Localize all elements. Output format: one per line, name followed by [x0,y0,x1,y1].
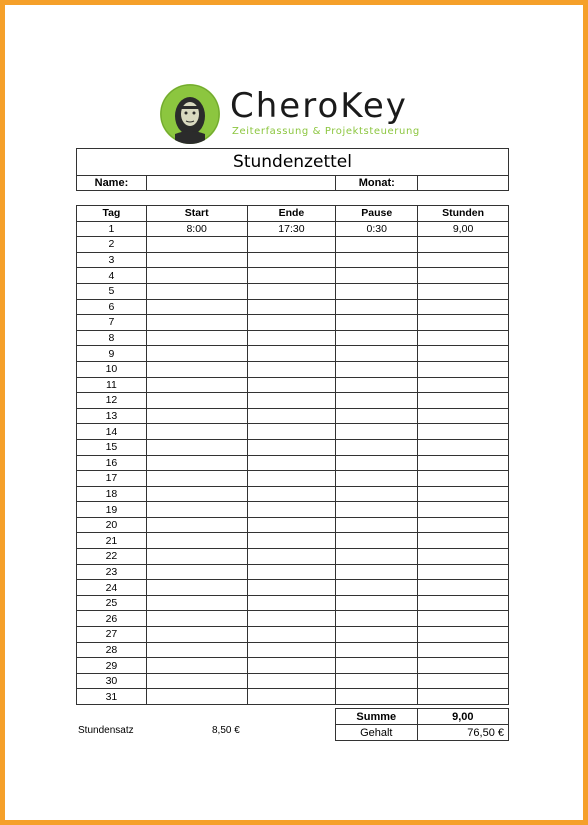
cell-start[interactable] [146,393,247,409]
cell-start[interactable] [146,502,247,518]
cell-tag: 22 [77,549,147,565]
cell-tag: 29 [77,658,147,674]
cell-start[interactable] [146,642,247,658]
cell-pause[interactable] [336,673,418,689]
cell-stunden[interactable] [418,393,509,409]
cell-pause[interactable] [336,549,418,565]
cell-stunden[interactable] [418,268,509,284]
cell-pause[interactable] [336,627,418,643]
cell-stunden[interactable] [418,408,509,424]
cell-ende[interactable] [247,283,336,299]
cell-stunden[interactable] [418,611,509,627]
cell-tag: 24 [77,580,147,596]
cell-stunden[interactable] [418,580,509,596]
cell-pause[interactable] [336,564,418,580]
table-row [77,502,509,518]
column-header-ende: Ende [247,206,336,222]
cell-tag: 5 [77,283,147,299]
cell-stunden[interactable] [418,533,509,549]
cell-stunden[interactable] [418,642,509,658]
cell-stunden[interactable] [418,673,509,689]
cell-ende[interactable] [247,471,336,487]
cell-pause[interactable] [336,595,418,611]
cell-ende[interactable] [247,517,336,533]
cell-pause[interactable] [336,486,418,502]
table-row [77,564,509,580]
cell-tag: 17 [77,471,147,487]
cell-tag: 19 [77,502,147,518]
cell-start[interactable] [146,361,247,377]
cell-start[interactable] [146,595,247,611]
cell-stunden[interactable] [418,517,509,533]
cell-ende[interactable] [247,502,336,518]
cell-start[interactable] [146,268,247,284]
cell-ende[interactable] [247,611,336,627]
table-row [77,330,509,346]
cell-tag: 21 [77,533,147,549]
cell-pause[interactable] [336,439,418,455]
cell-ende[interactable] [247,580,336,596]
cell-start[interactable] [146,439,247,455]
cell-pause[interactable] [336,393,418,409]
month-field[interactable] [418,176,509,191]
logo-tagline: Zeiterfassung & Projektsteuerung [232,126,420,137]
table-row [77,346,509,362]
table-row [77,393,509,409]
cell-start[interactable] [146,283,247,299]
cell-stunden[interactable] [418,330,509,346]
cell-tag: 23 [77,564,147,580]
cell-pause[interactable] [336,346,418,362]
cell-ende[interactable] [247,658,336,674]
cell-ende[interactable] [247,361,336,377]
cell-pause[interactable] [336,455,418,471]
cell-pause[interactable] [336,268,418,284]
cell-start[interactable] [146,673,247,689]
cell-stunden[interactable] [418,502,509,518]
cell-tag: 3 [77,252,147,268]
cell-pause[interactable] [336,377,418,393]
cell-stunden[interactable] [418,471,509,487]
column-header-pause: Pause [336,206,418,222]
month-label: Monat: [336,176,418,191]
cell-stunden[interactable] [418,237,509,253]
cell-ende[interactable] [247,315,336,331]
cell-start[interactable] [146,549,247,565]
cell-stunden[interactable] [418,299,509,315]
cell-pause[interactable] [336,252,418,268]
cell-pause[interactable] [336,517,418,533]
cell-tag: 11 [77,377,147,393]
cell-stunden[interactable] [418,283,509,299]
cell-tag: 10 [77,361,147,377]
cell-ende[interactable] [247,408,336,424]
cell-start[interactable] [146,377,247,393]
cell-pause[interactable] [336,299,418,315]
table-row [77,439,509,455]
cell-pause[interactable] [336,424,418,440]
cell-stunden[interactable] [418,549,509,565]
logo-wordmark: CheroKey [230,86,408,126]
cell-stunden[interactable] [418,595,509,611]
cell-pause[interactable] [336,408,418,424]
cell-ende[interactable] [247,673,336,689]
column-header-stunden: Stunden [418,206,509,222]
cell-start[interactable] [146,533,247,549]
cell-stunden[interactable] [418,455,509,471]
cell-tag: 28 [77,642,147,658]
table-row [77,268,509,284]
table-row [77,237,509,253]
cell-tag: 2 [77,237,147,253]
cell-start[interactable] [146,658,247,674]
logo-portrait-icon [160,84,220,144]
salary-label: Gehalt [336,725,418,741]
cell-stunden[interactable] [418,377,509,393]
cell-ende[interactable] [247,486,336,502]
cell-ende[interactable] [247,377,336,393]
table-row [77,252,509,268]
table-row [77,377,509,393]
cell-tag: 15 [77,439,147,455]
logo [160,84,420,146]
table-row [77,486,509,502]
cell-ende[interactable] [247,237,336,253]
column-header-start: Start [146,206,247,222]
table-row [77,595,509,611]
cell-stunden[interactable] [418,439,509,455]
cell-start[interactable] [146,330,247,346]
cell-tag: 27 [77,627,147,643]
table-row [77,283,509,299]
cell-start[interactable] [146,611,247,627]
cell-pause[interactable] [336,283,418,299]
cell-ende[interactable] [247,689,336,705]
cell-ende[interactable] [247,393,336,409]
cell-tag: 25 [77,595,147,611]
table-row [77,642,509,658]
cell-pause[interactable] [336,533,418,549]
hourly-rate-label: Stundensatz [78,725,134,736]
cell-start[interactable] [146,471,247,487]
table-row [77,455,509,471]
cell-ende[interactable] [247,533,336,549]
cell-tag: 7 [77,315,147,331]
cell-ende[interactable] [247,439,336,455]
cell-start[interactable] [146,252,247,268]
name-label: Name: [77,176,147,191]
table-row [77,580,509,596]
table-row [77,533,509,549]
cell-pause[interactable] [336,658,418,674]
table-row [77,549,509,565]
table-row [77,471,509,487]
cell-tag: 16 [77,455,147,471]
cell-pause[interactable] [336,611,418,627]
cell-start[interactable] [146,424,247,440]
sum-value: 9,00 [417,709,508,725]
cell-stunden[interactable] [418,424,509,440]
cell-ende[interactable] [247,642,336,658]
cell-start[interactable] [146,299,247,315]
cell-stunden[interactable] [418,658,509,674]
hourly-rate-value: 8,50 € [212,725,240,736]
cell-ende[interactable] [247,595,336,611]
table-row [77,689,509,705]
cell-ende[interactable] [247,564,336,580]
cell-pause[interactable] [336,361,418,377]
cell-pause[interactable] [336,471,418,487]
cell-start[interactable] [146,564,247,580]
cell-start[interactable] [146,517,247,533]
cell-pause[interactable] [336,580,418,596]
header-table [76,148,509,191]
cell-start[interactable] [146,689,247,705]
cell-start[interactable] [146,408,247,424]
cell-ende[interactable] [247,252,336,268]
cell-pause[interactable] [336,689,418,705]
table-row [77,517,509,533]
cell-pause[interactable] [336,237,418,253]
summary-table [335,708,509,741]
cell-pause[interactable]: 0:30 [336,221,418,237]
table-row [77,299,509,315]
name-field[interactable] [146,176,335,191]
cell-stunden[interactable] [418,564,509,580]
cell-start[interactable] [146,315,247,331]
cell-stunden[interactable] [418,486,509,502]
cell-stunden[interactable] [418,689,509,705]
cell-start[interactable] [146,346,247,362]
cell-pause[interactable] [336,330,418,346]
cell-start[interactable] [146,237,247,253]
cell-ende[interactable] [247,455,336,471]
cell-ende[interactable] [247,268,336,284]
cell-ende[interactable] [247,330,336,346]
table-row [77,221,509,237]
table-row [77,658,509,674]
cell-pause[interactable] [336,642,418,658]
cell-tag: 8 [77,330,147,346]
cell-stunden[interactable] [418,627,509,643]
cell-start[interactable] [146,627,247,643]
cell-tag: 26 [77,611,147,627]
table-row [77,673,509,689]
cell-start[interactable] [146,455,247,471]
cell-tag: 1 [77,221,147,237]
table-row [77,424,509,440]
table-row [77,315,509,331]
cell-stunden[interactable] [418,252,509,268]
salary-value: 76,50 € [417,725,508,741]
cell-pause[interactable] [336,502,418,518]
cell-ende[interactable] [247,549,336,565]
cell-tag: 31 [77,689,147,705]
table-header-row [77,206,509,222]
cell-stunden[interactable]: 9,00 [418,221,509,237]
cell-pause[interactable] [336,315,418,331]
cell-stunden[interactable] [418,361,509,377]
cell-tag: 6 [77,299,147,315]
cell-ende[interactable]: 17:30 [247,221,336,237]
cell-tag: 14 [77,424,147,440]
cell-stunden[interactable] [418,315,509,331]
cell-start[interactable]: 8:00 [146,221,247,237]
cell-tag: 9 [77,346,147,362]
cell-start[interactable] [146,580,247,596]
cell-tag: 13 [77,408,147,424]
timesheet-table [76,205,509,705]
cell-tag: 30 [77,673,147,689]
cell-ende[interactable] [247,346,336,362]
cell-tag: 20 [77,517,147,533]
table-row [77,408,509,424]
page-title: Stundenzettel [77,149,509,176]
table-row [77,361,509,377]
cell-tag: 18 [77,486,147,502]
sum-label: Summe [336,709,418,725]
cell-tag: 4 [77,268,147,284]
cell-tag: 12 [77,393,147,409]
cell-start[interactable] [146,486,247,502]
table-row [77,627,509,643]
cell-ende[interactable] [247,299,336,315]
cell-ende[interactable] [247,627,336,643]
cell-stunden[interactable] [418,346,509,362]
table-row [77,611,509,627]
column-header-tag: Tag [77,206,147,222]
cell-ende[interactable] [247,424,336,440]
